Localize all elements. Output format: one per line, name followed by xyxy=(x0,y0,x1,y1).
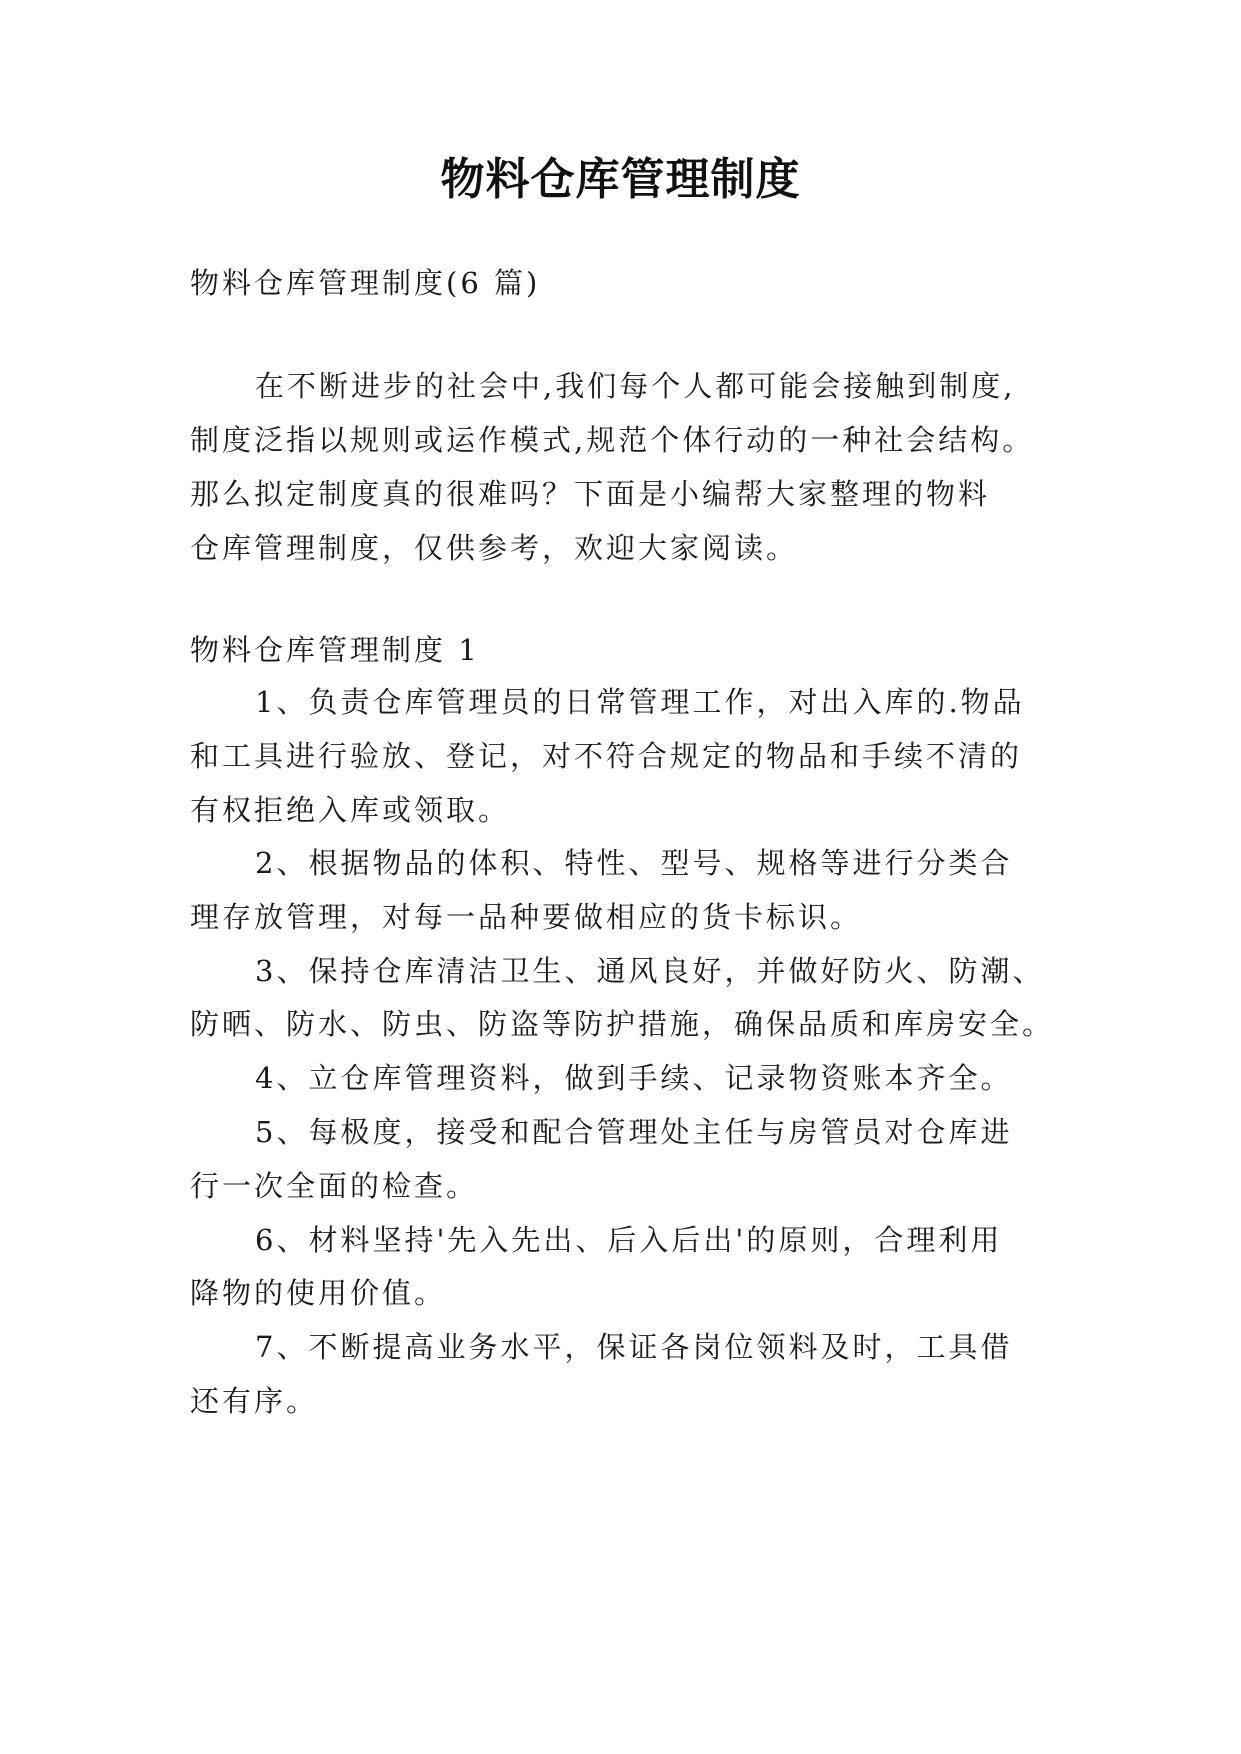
rule-line: 和工具进行验放、登记，对不符合规定的物品和手续不清的 xyxy=(190,739,1023,773)
section-heading: 物料仓库管理制度 1 xyxy=(190,633,480,667)
rule-line: 2、根据物品的体积、特性、型号、规格等进行分类合 xyxy=(255,846,1013,880)
rule-line: 有权拒绝入库或领取。 xyxy=(190,793,511,827)
rule-line: 防晒、防水、防虫、防盗等防护措施，确保品质和库房安全。 xyxy=(190,1007,1055,1041)
intro-line: 制度泛指以规则或运作模式,规范个体行动的一种社会结构。 xyxy=(190,423,1035,457)
rule-line: 行一次全面的检查。 xyxy=(190,1169,479,1203)
document-title: 物料仓库管理制度 xyxy=(440,154,801,205)
rule-line: 1、负责仓库管理员的日常管理工作，对出入库的.物品 xyxy=(255,685,1025,719)
rule-line: 5、每极度，接受和配合管理处主任与房管员对仓库进 xyxy=(255,1115,1013,1149)
rule-line: 降物的使用价值。 xyxy=(190,1276,447,1310)
intro-line: 在不断进步的社会中,我们每个人都可能会接触到制度, xyxy=(255,369,1016,403)
document-subtitle: 物料仓库管理制度(6 篇) xyxy=(190,266,541,300)
intro-line: 那么拟定制度真的很难吗？下面是小编帮大家整理的物料 xyxy=(190,477,991,511)
rule-line: 还有序。 xyxy=(190,1384,319,1418)
rule-line: 4、立仓库管理资料，做到手续、记录物资账本齐全。 xyxy=(255,1061,1013,1095)
rule-line: 理存放管理，对每一品种要做相应的货卡标识。 xyxy=(190,900,863,934)
rule-line: 3、保持仓库清洁卫生、通风良好，并做好防火、防潮、 xyxy=(255,954,1045,988)
rule-line: 6、材料坚持'先入先出、后入后出'的原则，合理利用 xyxy=(255,1223,1003,1257)
rule-line: 7、不断提高业务水平，保证各岗位领料及时，工具借 xyxy=(255,1330,1013,1364)
intro-line: 仓库管理制度，仅供参考，欢迎大家阅读。 xyxy=(190,531,799,565)
